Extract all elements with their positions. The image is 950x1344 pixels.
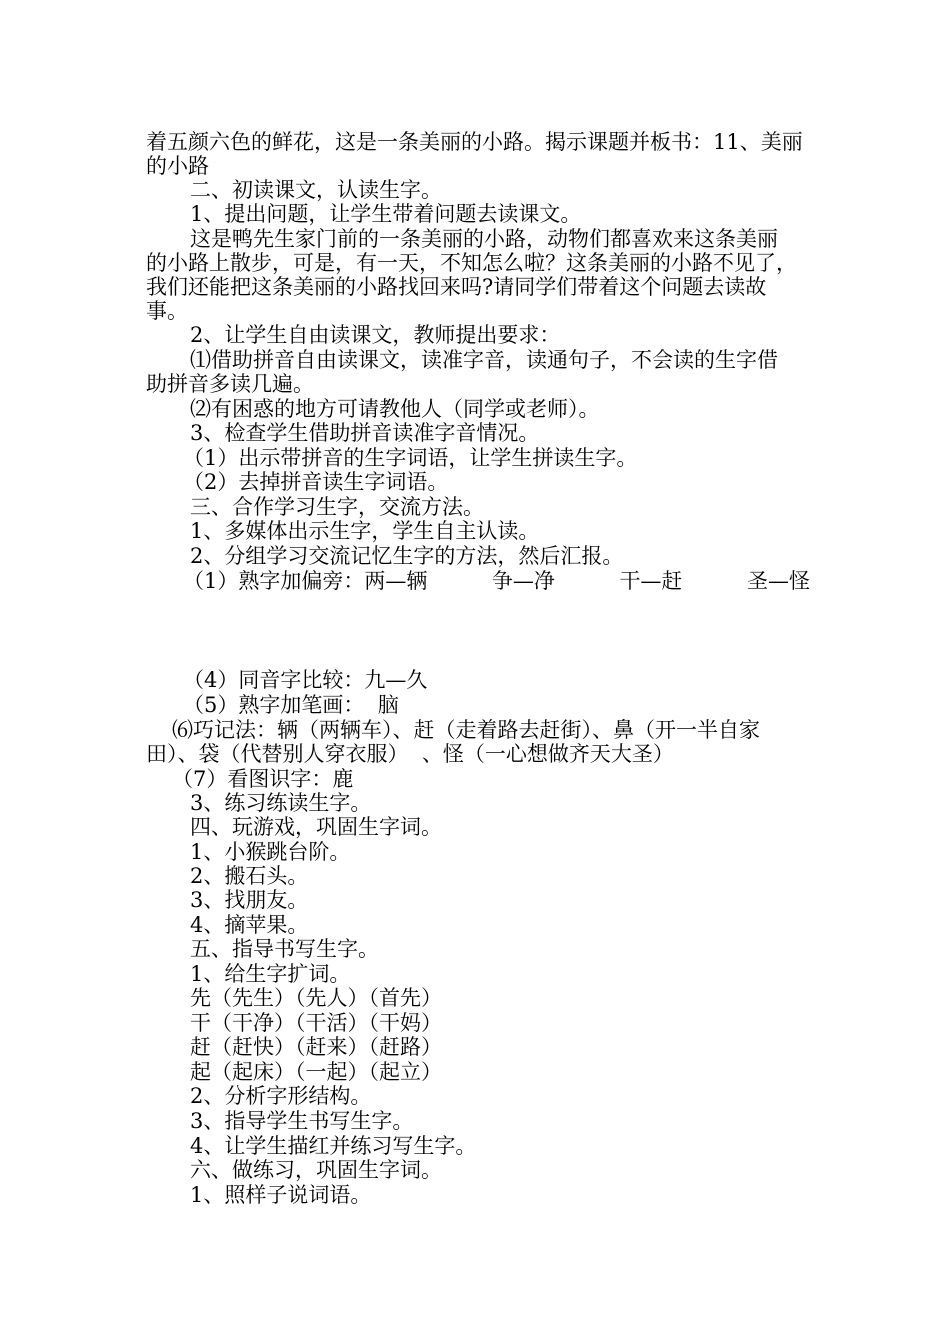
word-pair: 干—赶	[619, 569, 683, 593]
text-line: 4、摘苹果。	[190, 913, 309, 937]
text-line: 3、找朋友。	[190, 888, 309, 912]
text-line: ⑵有困惑的地方可请教他人（同学或老师）。	[190, 397, 600, 421]
text-line: 3、检查学生借助拼音读准字音情况。	[190, 421, 540, 445]
text-line: 3、指导学生书写生字。	[190, 1109, 414, 1133]
text-line: 我们还能把这条美丽的小路找回来吗?请同学们带着这个问题去读故	[146, 275, 767, 299]
text-line: 干（干净）（干活）（干妈）	[190, 1011, 442, 1035]
text-line: ⑹巧记法：辆（两辆车）、赶（走着路去赶街）、鼻（开一半自家	[172, 718, 760, 742]
text-line: ⑴借助拼音自由读课文，读准字音，读通句子，不会读的生字借	[190, 348, 778, 372]
text-line	[183, 643, 810, 668]
text-line: （2）去掉拼音读生字词语。	[183, 470, 449, 494]
text-line: 2、让学生自由读课文，教师提出要求：	[190, 323, 561, 347]
text-line: 1、给生字扩词。	[190, 962, 351, 986]
text-line: 的小路上散步，可是，有一天，不知怎么啦？这条美丽的小路不见了，	[146, 251, 797, 275]
text-line: （7）看图识字：鹿	[172, 767, 354, 791]
text-line: 的小路	[146, 154, 209, 178]
text-line	[146, 593, 810, 618]
text-line: 助拼音多读几遍。	[146, 372, 314, 396]
text-line: 1、小猴跳台阶。	[190, 840, 351, 864]
text-line: 起（起床）（一起）（起立）	[190, 1060, 442, 1084]
text-line: 3、练习练读生字。	[190, 791, 372, 815]
text-line: 1、多媒体出示生字，学生自主认读。	[190, 519, 540, 543]
text-line: 2、分析字形结构。	[190, 1084, 372, 1108]
word-pair: （1）熟字加偏旁：两—辆	[183, 569, 428, 593]
text-line: （5）熟字加笔画： 脑	[183, 693, 399, 717]
text-line: 2、分组学习交流记忆生字的方法，然后汇报。	[190, 544, 624, 568]
text-line: 1、照样子说词语。	[190, 1183, 372, 1207]
text-line: 这是鸭先生家门前的一条美丽的小路，动物们都喜欢来这条美丽	[190, 227, 778, 251]
text-line: 事。	[146, 299, 188, 323]
section-heading: 四、玩游戏，巩固生字词。	[190, 815, 442, 839]
text-line: 着五颜六色的鲜花，这是一条美丽的小路。揭示课题并板书：11、美丽	[146, 130, 803, 154]
word-pair: 争—净	[491, 569, 555, 593]
text-line: 田）、袋（代替别人穿衣服） 、怪（一心想做齐天大圣）	[146, 742, 674, 766]
text-line: 4、让学生描红并练习写生字。	[190, 1134, 477, 1158]
word-pair: 圣—怪	[746, 569, 810, 593]
text-line: （4）同音字比较：九—久	[183, 668, 428, 692]
text-line: 先（先生）（先人）（首先）	[190, 986, 442, 1010]
section-heading: 二、初读课文，认读生字。	[190, 178, 442, 202]
section-heading: 三、合作学习生字，交流方法。	[190, 495, 484, 519]
section-heading: 六、做练习，巩固生字词。	[190, 1158, 442, 1182]
text-line	[183, 618, 810, 643]
text-line: 1、提出问题，让学生带着问题去读课文。	[190, 202, 582, 226]
section-heading: 五、指导书写生字。	[190, 937, 379, 961]
text-line	[183, 569, 810, 594]
text-line: 赶（赶快）（赶来）（赶路）	[190, 1035, 442, 1059]
text-line: 2、搬石头。	[190, 864, 309, 888]
text-line: （1）出示带拼音的生字词语，让学生拼读生字。	[183, 446, 638, 470]
